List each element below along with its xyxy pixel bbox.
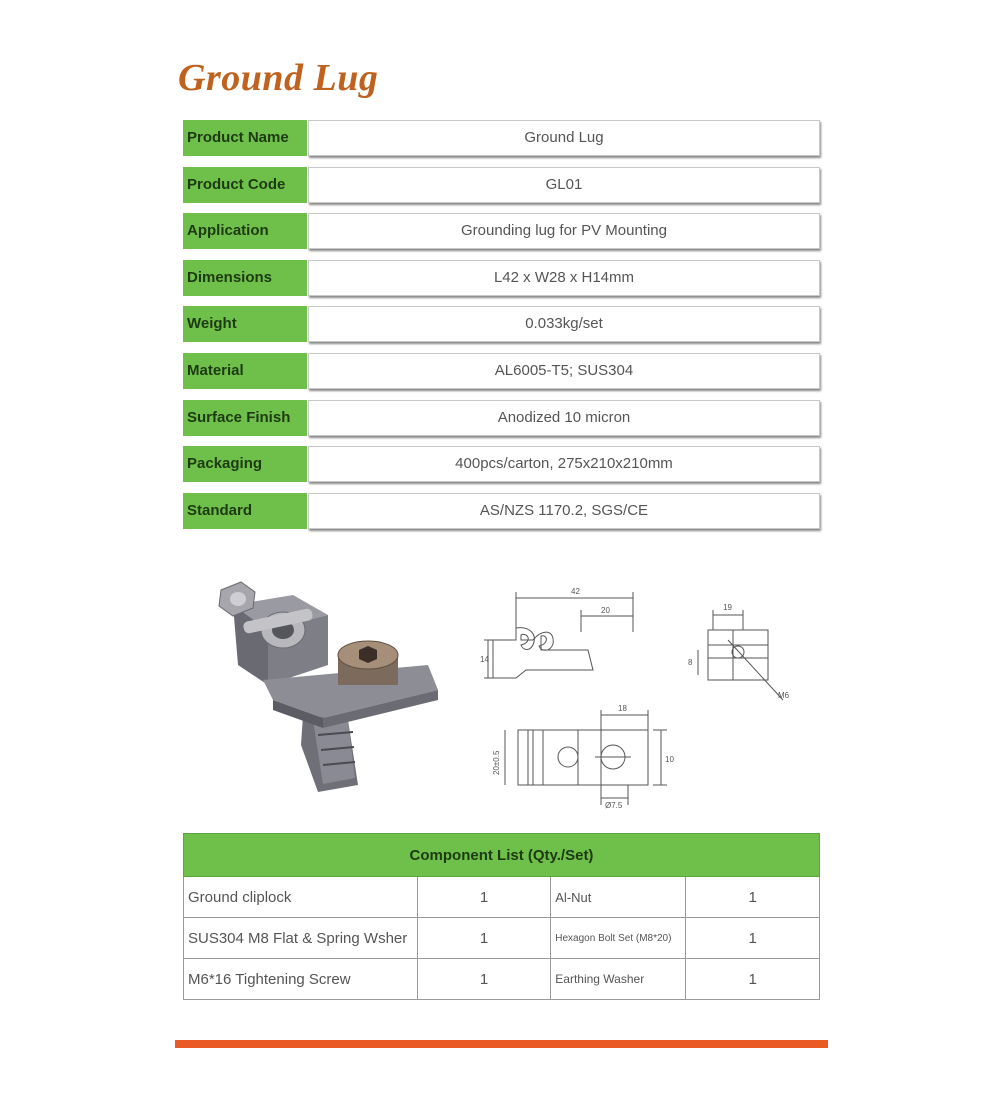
spec-value: 0.033kg/set (308, 306, 820, 342)
spec-row-standard (183, 493, 820, 529)
spec-table (183, 120, 820, 539)
component-name: Al-Nut (551, 877, 686, 918)
spec-row-material (183, 353, 820, 389)
component-name: Ground cliplock (184, 877, 418, 918)
table-row (184, 959, 820, 1000)
top-left-label: 20±0.5 (492, 750, 501, 775)
component-qty: 1 (686, 959, 820, 1000)
spec-row-surface-finish (183, 400, 820, 436)
spec-label: Product Code (183, 167, 307, 203)
spec-value: 400pcs/carton, 275x210x210mm (308, 446, 820, 482)
spec-label: Dimensions (183, 260, 307, 296)
spec-value: AL6005-T5; SUS304 (308, 353, 820, 389)
product-drawings (183, 570, 820, 820)
side-height-label: 14 (480, 655, 489, 664)
spec-row-application (183, 213, 820, 249)
component-qty: 1 (417, 959, 551, 1000)
side-view-drawing (484, 592, 633, 678)
table-row (184, 877, 820, 918)
component-name: Hexagon Bolt Set (M8*20) (551, 918, 686, 959)
spec-label: Weight (183, 306, 307, 342)
top-bottom-label: Ø7.5 (605, 801, 623, 810)
end-height-label: 8 (688, 658, 693, 667)
spec-value: AS/NZS 1170.2, SGS/CE (308, 493, 820, 529)
component-name: SUS304 M8 Flat & Spring Wsher (184, 918, 418, 959)
end-view-drawing (698, 610, 783, 700)
side-inner-label: 20 (601, 606, 610, 615)
spec-value: Ground Lug (308, 120, 820, 156)
spec-value: Grounding lug for PV Mounting (308, 213, 820, 249)
spec-value: GL01 (308, 167, 820, 203)
component-name: M6*16 Tightening Screw (184, 959, 418, 1000)
component-qty: 1 (417, 918, 551, 959)
component-name: Earthing Washer (551, 959, 686, 1000)
spec-row-product-code (183, 167, 820, 203)
spec-row-weight (183, 306, 820, 342)
top-view-drawing (505, 710, 667, 805)
table-row (184, 918, 820, 959)
spec-label: Application (183, 213, 307, 249)
component-list-header: Component List (Qty./Set) (184, 834, 820, 877)
spec-label: Material (183, 353, 307, 389)
end-thread-label: M6 (778, 691, 790, 700)
spec-row-packaging (183, 446, 820, 482)
spec-label: Surface Finish (183, 400, 307, 436)
bottom-accent-bar (175, 1040, 828, 1048)
component-qty: 1 (686, 877, 820, 918)
side-width-label: 42 (571, 587, 580, 596)
spec-label: Packaging (183, 446, 307, 482)
spec-value: L42 x W28 x H14mm (308, 260, 820, 296)
top-width-label: 18 (618, 704, 627, 713)
spec-label: Product Name (183, 120, 307, 156)
spec-value: Anodized 10 micron (308, 400, 820, 436)
spec-row-product-name (183, 120, 820, 156)
top-height-label: 10 (665, 755, 674, 764)
component-list-table (183, 833, 820, 1000)
end-width-label: 19 (723, 603, 732, 612)
page-title: Ground Lug (178, 57, 379, 99)
spec-row-dimensions (183, 260, 820, 296)
component-qty: 1 (417, 877, 551, 918)
component-list-header-row (184, 834, 820, 877)
product-3d-render (219, 582, 438, 792)
spec-label: Standard (183, 493, 307, 529)
component-qty: 1 (686, 918, 820, 959)
